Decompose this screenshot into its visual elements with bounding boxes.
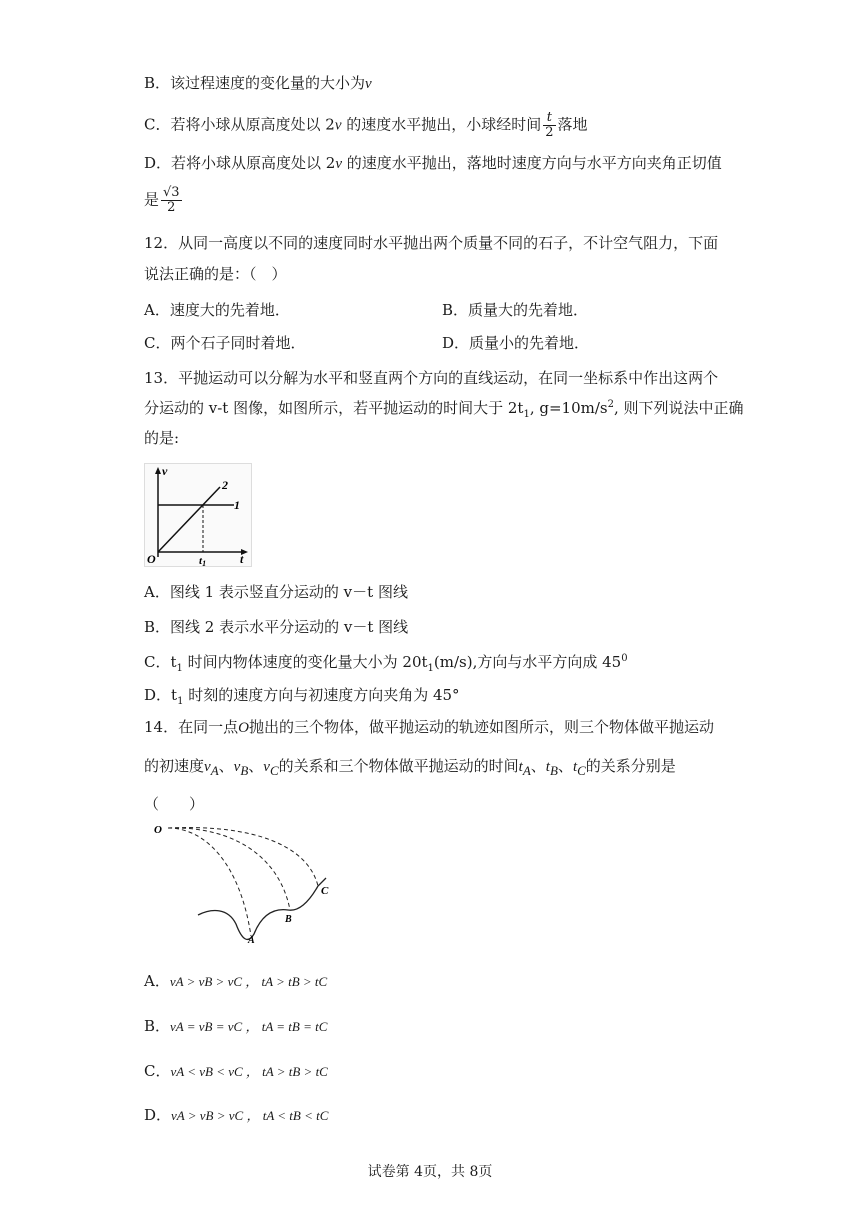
q14-stem-line3: （ ） — [144, 795, 205, 813]
trajectory-c — [168, 828, 318, 886]
q11-option-d-line2: 是 $\frac{√3}{2}$ — [144, 185, 180, 215]
q12-option-d: D．质量小的先着地． — [442, 334, 590, 352]
q12-option-b: B．质量大的先着地． — [442, 301, 589, 319]
q13-option-b: B．图线 2 表示水平分运动的 v－t 图线 — [144, 618, 409, 636]
q14-option-d: D．vA > vB > vC ， tA < tB < tC — [144, 1106, 329, 1124]
fraction-t-over-2: $\frac{t}{2}$ — [545, 110, 554, 140]
axis-t-label: t — [240, 552, 244, 566]
line-1-label: 1 — [234, 498, 240, 512]
point-b-label: B — [285, 914, 292, 925]
q13-option-a: A．图线 1 表示竖直分运动的 v－t 图线 — [144, 583, 408, 601]
q13-option-c: C．$t_1$ 时间内物体速度的变化量大小为 $20t_1(m/s)$,方向与水平方向成 $45^0$ — [144, 653, 628, 674]
q14-stem-line1: 14．在同一点O抛出的三个物体，做平抛运动的轨迹如图所示，则三个物体做平抛运动 — [144, 718, 714, 736]
q12-stem-line2: 说法正确的是：（ ） — [144, 265, 287, 283]
q13-option-d: D．$t_1$ 时刻的速度方向与初速度方向夹角为 45° — [144, 686, 460, 707]
point-c-label: C — [321, 885, 329, 897]
q14-trajectory-figure — [150, 818, 335, 948]
q12-option-c: C．两个石子同时着地． — [144, 334, 306, 352]
line-2-label: 2 — [222, 478, 228, 492]
q13-stem-line1: 13．平抛运动可以分解为水平和竖直两个方向的直线运动，在同一坐标系中作出这两个 — [144, 369, 719, 387]
q14-stem-line2: 的初速度$v_A$、$v_B$、$v_C$的关系和三个物体做平抛运动的时间$t_A$、$t_B$、$t_C$的关系分别是 — [144, 757, 676, 778]
q11-option-b: B．该过程速度的变化量的大小为v — [144, 74, 372, 92]
origin-label: O — [147, 552, 156, 566]
ground-curve — [198, 878, 326, 939]
q14-option-b: B．vA = vB = vC ， tA = tB = tC — [144, 1017, 328, 1035]
trajectory-a — [168, 828, 251, 936]
axis-v-label: v — [162, 464, 168, 478]
q13-stem-line3: 的是: — [144, 429, 180, 447]
q13-stem-line2: 分运动的 v-t 图像，如图所示，若平抛运动的时间大于 $2t_1$, $g=10m/s^2$, 则下列说法中正确 — [144, 399, 744, 420]
q14-option-c: C．vA < vB < vC ， tA > tB > tC — [144, 1062, 328, 1080]
q11-option-d: D．若将小球从原高度处以 2v 的速度水平抛出，落地时速度方向与水平方向夹角正切值 — [144, 154, 722, 172]
q12-option-a: A．速度大的先着地． — [144, 301, 290, 319]
point-o-label: O — [154, 824, 162, 836]
point-a-label: A — [248, 935, 255, 946]
t1-tick-label: t1 — [199, 555, 207, 567]
q11-option-c: C．若将小球从原高度处以 2v 的速度水平抛出，小球经时间 $\frac{t}{2}$ 落地 — [144, 110, 588, 140]
q13-vt-graph — [144, 463, 252, 567]
q14-option-a: A．vA > vB > vC ， tA > tB > tC — [144, 972, 328, 990]
fraction-sqrt3-over-2: $\frac{√3}{2}$ — [163, 185, 180, 215]
q12-stem-line1: 12．从同一高度以不同的速度同时水平抛出两个质量不同的石子，不计空气阻力，下面 — [144, 234, 719, 252]
page-footer: 试卷第 4页，共 8页 — [367, 1164, 493, 1180]
